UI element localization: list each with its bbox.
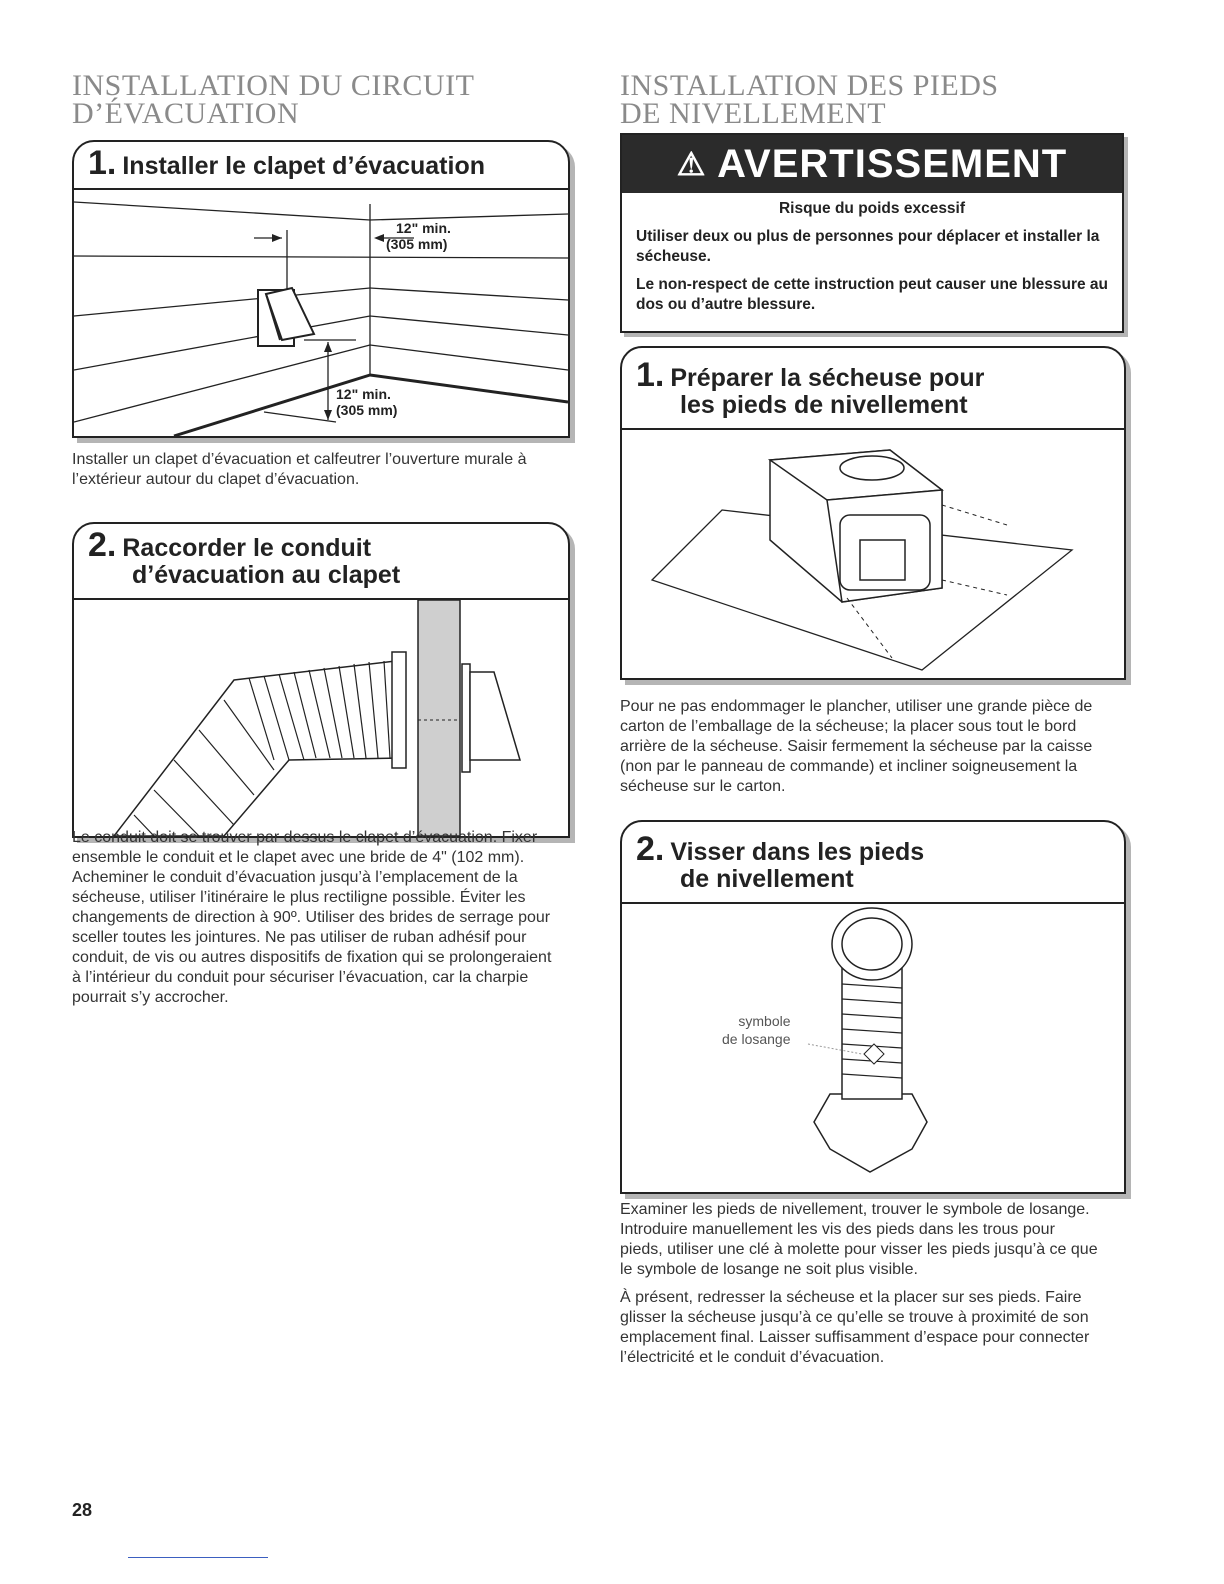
dryer-on-cardboard-illustration — [622, 430, 1124, 680]
warning-triangle-icon: ⚠ — [676, 146, 707, 182]
clearance-label-floor — [336, 386, 397, 418]
divider — [128, 1557, 268, 1558]
caption-text: Le conduit doit se trouver par dessus le clapet d’évacuation. Fixer ensemble le conduit et le clapet avec une bride de 4" (102 mm). Acheminer le conduit d’évacuation jusqu’à l’emplacement de la sécheuse, utiliser l’itinéraire le plus rectiligne possible. Éviter les changements de direction à 90º. Utiliser des brides de serrage pour sceller toutes les jointures. Ne pas utiliser de ruban adhésif pour conduit, de vis ou autres dispositifs de fixation qui se prolongeraient à l’intérieur du conduit pour sécuriser l’évacuation, car la charpie pourrait s’y accrocher. — [72, 829, 552, 1006]
dimension-text: 12" min. — [396, 220, 451, 236]
clearance-label-side — [386, 220, 451, 252]
title-line: DE NIVELLEMENT — [620, 97, 887, 130]
dimension-text: (305 mm) — [386, 236, 448, 252]
step2-caption — [72, 828, 562, 1016]
step1-caption — [72, 450, 542, 498]
page-number: 28 — [72, 1500, 93, 1520]
leveling-leg-illustration — [622, 904, 1124, 1194]
step-number: 2. — [88, 526, 117, 564]
diamond-symbol-label — [722, 1012, 791, 1048]
warning-text: Le non-respect de cette instruction peut causer une blessure au dos ou d’autre blessure. — [636, 276, 1109, 313]
title-line: D’ÉVACUATION — [72, 97, 300, 130]
step-number: 1. — [636, 356, 665, 394]
warning-text: Utiliser deux ou plus de personnes pour déplacer et installer la sécheuse. — [636, 228, 1100, 265]
caption-text: Pour ne pas endommager le plancher, utiliser une grande pièce de carton de l’emballage de la sécheuse; la placer sous tout le bord arrière de la sécheuse. Saisir fermement la sécheuse par la caisse (non par le panneau de commande) et incliner soigneusement la sécheuse sur le carton. — [620, 698, 1093, 795]
step-title: Raccorder le conduit — [122, 534, 372, 562]
step-number: 2. — [636, 830, 665, 868]
step-title: Préparer la sécheuse pour — [670, 364, 985, 392]
step-header — [622, 348, 1124, 430]
step1-prepare-dryer-panel — [620, 346, 1126, 680]
step-header — [74, 142, 568, 190]
step-title: Visser dans les pieds — [670, 838, 925, 866]
warning-body — [622, 193, 1122, 329]
warning-subtitle: Risque du poids excessif — [778, 200, 966, 217]
step1-exhaust-hood-panel — [72, 140, 570, 438]
warning-box — [620, 133, 1124, 333]
step-title: d’évacuation au clapet — [132, 561, 401, 589]
label-text: symbole — [738, 1013, 791, 1029]
warning-heading: AVERTISSEMENT — [717, 142, 1068, 186]
step1-caption — [620, 697, 1100, 805]
step-title: de nivellement — [680, 865, 854, 893]
step-number: 1. — [88, 144, 117, 182]
step-header — [74, 524, 568, 600]
duct-illustration — [74, 600, 568, 836]
title-line: INSTALLATION DES PIEDS — [620, 69, 999, 102]
exhaust-hood-illustration — [74, 190, 568, 436]
caption-text: Examiner les pieds de nivellement, trouver le symbole de losange. Introduire manuellement les vis des pieds dans les trous pour pieds, utiliser une clé à molette pour visser les pieds jusqu’à ce que le symbole de losange ne soit plus visible. — [620, 1201, 1098, 1278]
caption-text: Installer un clapet d’évacuation et calfeutrer l’ouverture murale à l’extérieur autour du clapet d’évacuation. — [72, 451, 527, 488]
step2-caption — [620, 1200, 1100, 1376]
step-title: les pieds de nivellement — [680, 391, 968, 419]
step-title: Installer le clapet d’évacuation — [122, 152, 485, 180]
section-title-exhaust — [72, 69, 475, 130]
step2-connect-duct-panel — [72, 522, 570, 838]
caption-text: À présent, redresser la sécheuse et la placer sur ses pieds. Faire glisser la sécheuse jusqu’à ce qu’elle se trouve à proximité de son emplacement final. Laisser suffisamment d’espace pour connecter l’électricité et le conduit d’évacuation. — [620, 1289, 1090, 1366]
title-line: INSTALLATION DU CIRCUIT — [72, 69, 475, 102]
step-header — [622, 822, 1124, 904]
step2-screw-legs-panel — [620, 820, 1126, 1194]
label-text: de losange — [722, 1031, 791, 1047]
section-title-leveling-legs — [620, 69, 999, 130]
warning-header — [622, 135, 1122, 193]
dimension-text: 12" min. — [336, 386, 391, 402]
dimension-text: (305 mm) — [336, 402, 398, 418]
